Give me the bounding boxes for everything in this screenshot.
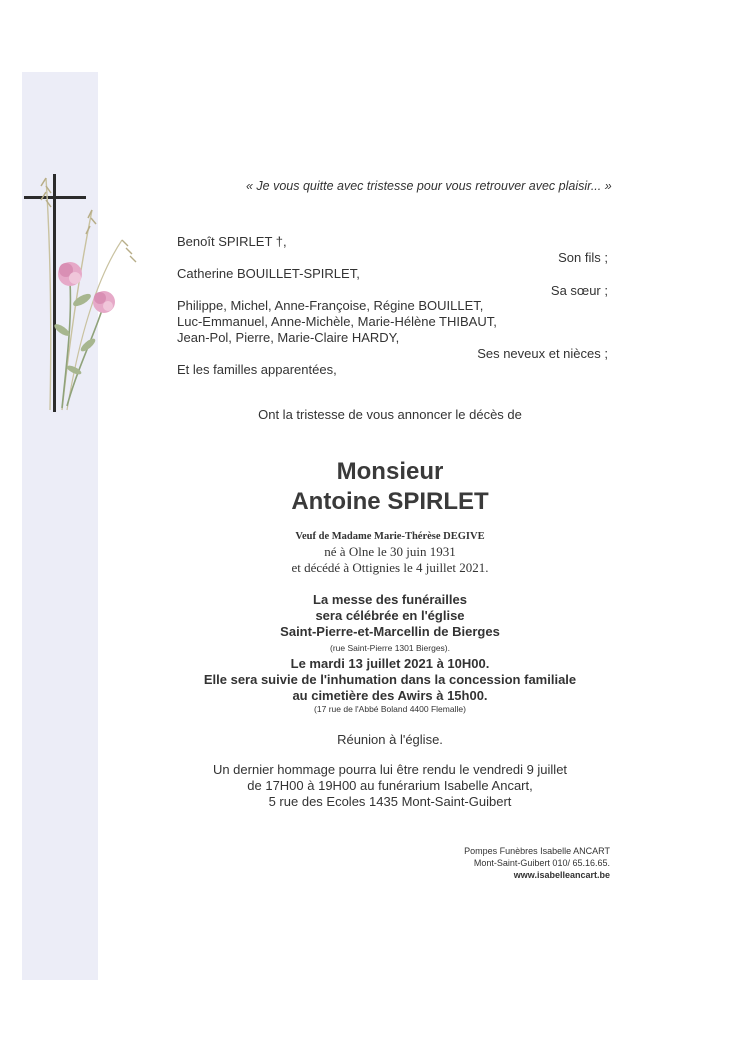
quote: « Je vous quitte avec tristesse pour vous retrouver avec plaisir... »	[246, 179, 612, 193]
announcement: Ont la tristesse de vous annoncer le décès de	[258, 407, 522, 422]
ceremony-line-1: La messe des funérailles	[313, 592, 467, 607]
burial-line-2: au cimetière des Awirs à 15h00.	[292, 688, 488, 703]
funeral-home-name: Pompes Funèbres Isabelle ANCART	[464, 846, 610, 856]
family-role-sister: Sa sœur ;	[550, 283, 608, 298]
burial-line-1: Elle sera suivie de l'inhumation dans la concession familiale	[203, 672, 577, 687]
tribute-line-1: Un dernier hommage pourra lui être rendu le vendredi 9 juillet	[212, 762, 568, 777]
tribute-line-2: de 17H00 à 19H00 au funérarium Isabelle Ancart,	[247, 778, 533, 793]
family-line-sister: Catherine BOUILLET-SPIRLET,	[177, 266, 360, 281]
cemetery-address: (17 rue de l'Abbé Boland 4400 Flemalle)	[314, 704, 466, 714]
birth-line: né à Olne le 30 juin 1931	[324, 544, 456, 559]
rose-upper	[58, 262, 82, 286]
family-role-nephews: Ses neveux et nièces ;	[477, 346, 608, 361]
family-line-nephews-3: Jean-Pol, Pierre, Marie-Claire HARDY,	[177, 330, 400, 345]
cross-vertical	[53, 174, 56, 412]
tribute-line-3: 5 rue des Ecoles 1435 Mont-Saint-Guibert	[268, 794, 512, 809]
widower-line: Veuf de Madame Marie-Thérèse DEGIVE	[295, 531, 485, 542]
family-line-nephews-1: Philippe, Michel, Anne-Françoise, Régine BOUILLET,	[177, 298, 484, 313]
death-line: et décédé à Ottignies le 4 juillet 2021.	[291, 560, 489, 575]
funeral-home-website: www.isabelleancart.be	[513, 870, 610, 880]
church-name: Saint-Pierre-et-Marcellin de Bierges	[280, 624, 500, 639]
deceased-title: Monsieur	[336, 458, 444, 485]
cross-flower-decoration	[22, 170, 142, 420]
funeral-home-phone: Mont-Saint-Guibert 010/ 65.16.65.	[473, 858, 610, 868]
reunion-line: Réunion à l'église.	[337, 732, 443, 747]
ceremony-date: Le mardi 13 juillet 2021 à 10H00.	[290, 656, 490, 671]
ceremony-line-2: sera célébrée en l'église	[315, 608, 465, 623]
family-role-son: Son fils ;	[558, 250, 608, 265]
family-line-son: Benoît SPIRLET †,	[177, 234, 287, 249]
deceased-name: Antoine SPIRLET	[291, 488, 489, 515]
church-address: (rue Saint-Pierre 1301 Bierges).	[329, 643, 450, 653]
rose-lower	[93, 291, 115, 313]
cross-horizontal	[24, 196, 86, 199]
family-line-relatives: Et les familles apparentées,	[177, 362, 337, 377]
family-line-nephews-2: Luc-Emmanuel, Anne-Michèle, Marie-Hélène THIBAUT,	[177, 314, 497, 329]
